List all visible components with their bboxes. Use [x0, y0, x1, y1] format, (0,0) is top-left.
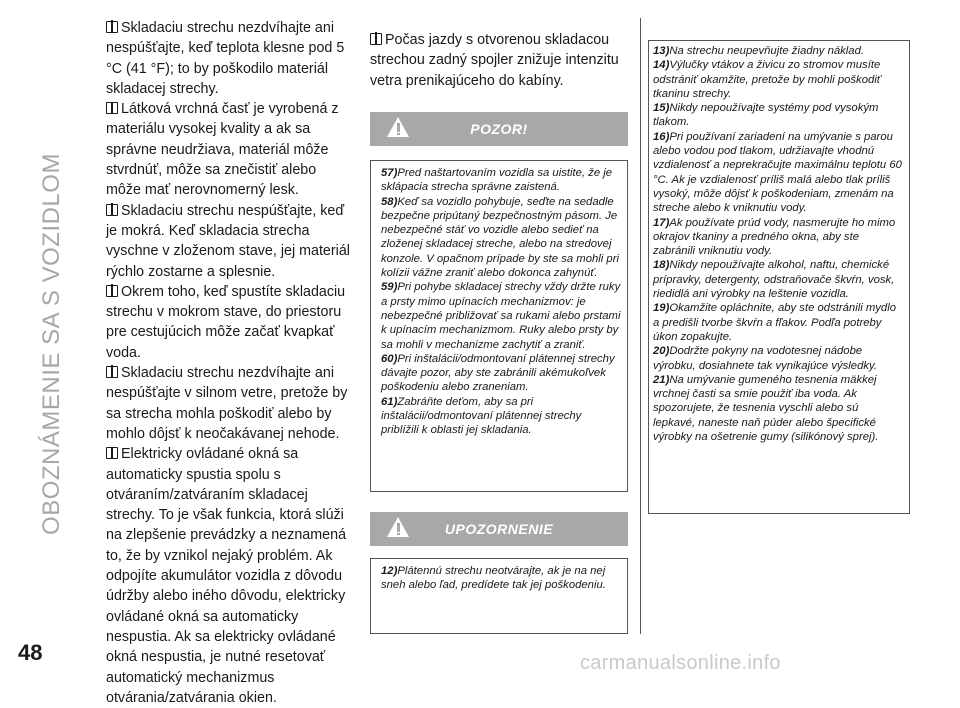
note-item: [653, 344, 903, 373]
note-text: Pri inštalácii/odmontovaní plátennej strechy dávajte pozor, aby ste zabránili akémukoľvek poškodeniu alebo zraneniam.: [381, 352, 615, 394]
side-section-title: OBOZNÁMENIE SA S VOZIDLOM: [38, 153, 65, 535]
note-item: [653, 58, 903, 101]
note-number: 59): [381, 281, 398, 294]
watermark: carmanualsonline.info: [580, 652, 781, 674]
note-number: 14): [653, 59, 670, 72]
note-number: 19): [653, 302, 670, 315]
paragraph: [106, 201, 354, 282]
note-text: Ak používate prúd vody, nasmerujte ho mimo okrajov tkaniny a predného okna, aby ste zabránili vniknutiu vody.: [653, 216, 896, 258]
column-divider: [640, 18, 641, 634]
note-text: Pred naštartovaním vozidla sa uistite, že je sklápacia strecha správne zaistená.: [381, 167, 613, 194]
note-number: 60): [381, 352, 398, 365]
note-number: 16): [653, 130, 670, 143]
column-1: [106, 18, 354, 708]
book-icon: [106, 366, 118, 378]
note-number: 15): [653, 102, 670, 115]
note-text: Na umývanie gumeného tesnenia mäkkej vrchnej časti sa smie použiť iba voda. Ak spozorujete, že tesnenia vyschli alebo sú lepkavé, naneste naň púder alebo špecifické výrobky na ošetrenie gumy (silikónový sprej).: [653, 373, 879, 444]
paragraph: [106, 363, 354, 444]
book-icon: [106, 285, 118, 297]
note-text: Nikdy nepoužívajte alkohol, naftu, chemické prípravky, detergenty, odstraňovače škvŕn, vosk, riedidlá ani výrobky na leštenie vozidla.: [653, 259, 895, 301]
note-number: 57): [381, 167, 398, 179]
paragraph-text: Počas jazdy s otvorenou skladacou strechou zadný spojler znižuje intenzitu vetra prenikajúceho do kabíny.: [370, 32, 619, 89]
note-item: [381, 395, 621, 438]
book-icon: [370, 33, 382, 45]
paragraph-text: Skladaciu strechu nespúšťajte, keď je mokrá. Keď skladacia strecha vyschne v zloženom stave, jej materiál rýchlo zostarne a splesnie.: [106, 202, 350, 280]
note-text: Nikdy nepoužívajte systémy pod vysokým tlakom.: [653, 102, 879, 129]
warning-title: POZOR!: [470, 121, 528, 137]
note-item: [381, 166, 621, 195]
book-icon: [106, 21, 118, 33]
note-number: 58): [381, 195, 398, 208]
paragraph-text: Elektricky ovládané okná sa automaticky spustia spolu s otváraním/zatváraním skladacej strechy. To je však funkcia, ktorá slúži na zlepšenie prevádzky a neznamená to, že by vznikol nejaký problém. Ak odpojíte akumulátor vozidla z dôvodu údržby alebo iného dôvodu, elektricky ovládané okná sa automaticky nespustia. Ak sa elektricky ovládané okná nespustia, je nutné resetovať automatický mechanizmus otvárania/zatvárania okien.: [106, 446, 347, 706]
column-2: [370, 30, 628, 91]
warning-title: UPOZORNENIE: [444, 521, 554, 537]
note-item: [653, 101, 903, 130]
note-item: [653, 44, 903, 58]
note-item: [381, 564, 621, 593]
note-text: Keď sa vozidlo pohybuje, seďte na sedadle bezpečne pripútaný bezpečnostným pásom. Je nebezpečné stáť vo vozidle alebo sedieť na zloženej skladacej streche, alebo na stredovej konzole. V opačnom prípade by ste sa mohli pri kolízii vážne zraniť alebo dokonca zahynúť.: [381, 195, 619, 280]
note-text: Okamžite opláchnite, aby ste odstránili mydlo a predišli tvorbe škvŕn a fľakov. Podľa potreby úkon zopakujte.: [653, 302, 896, 343]
note-item: [381, 352, 621, 395]
note-text: Zabráňte deťom, aby sa pri inštalácii/odmontovaní plátennej strechy priblížili k oblasti jej skladania.: [381, 395, 582, 437]
note-number: 13): [653, 45, 670, 57]
column-3-notes-box: [648, 40, 910, 514]
paragraph: [106, 99, 354, 200]
book-icon: [106, 102, 118, 114]
warning-header-pozor: [370, 112, 628, 146]
note-item: [381, 195, 621, 281]
note-item: [653, 216, 903, 259]
book-icon: [106, 447, 118, 459]
note-item: [653, 373, 903, 444]
page-number: 48: [18, 640, 43, 665]
note-text: Dodržte pokyny na vodotesnej nádobe výrobku, dosiahnete tak vynikajúce výsledky.: [653, 345, 877, 372]
note-number: 61): [381, 395, 398, 408]
paragraph-text: Skladaciu strechu nezdvíhajte ani nespúšťajte v silnom vetre, pretože by sa strecha mohla poškodiť alebo by mohlo dôjsť k neočakávanej nehode.: [106, 365, 348, 442]
paragraph: [106, 282, 354, 363]
warning-box-pozor: [370, 160, 628, 492]
note-number: 12): [381, 565, 398, 577]
note-text: Na strechu neupevňujte žiadny náklad.: [669, 45, 865, 57]
note-text: Plátennú strechu neotvárajte, ak je na nej sneh alebo ľad, predídete tak jej poškodeniu.: [381, 565, 606, 592]
note-text: Pri používaní zariadení na umývanie s parou alebo vodou pod tlakom, udržiavajte vhodnú vzdialenosť a neprekračujte maximálnu teplotu 60 °C. Ak je vzdialenosť príliš malá alebo tlak príliš vysoký, môže dôjsť k poškodeniam, zmenám na streche alebo k vniknutiu vody.: [653, 130, 902, 215]
warning-header-upozornenie: [370, 512, 628, 546]
note-item: [653, 258, 903, 301]
paragraph-text: Skladaciu strechu nezdvíhajte ani nespúšťajte, keď teplota klesne pod 5 °C (41 °F); to by poškodilo materiál skladacej strechy.: [106, 20, 345, 97]
note-text: Pri pohybe skladacej strechy vždy držte ruky a prsty mimo upínacích mechanizmov: je nebezpečné približovať sa rukami alebo prstami k upínacím mechanizmom. Ruky alebo prsty by sa mohli v mechanizme zachytiť a zraniť.: [381, 281, 621, 351]
paragraph: [106, 444, 354, 708]
book-icon: [106, 204, 118, 216]
paragraph: [106, 18, 354, 99]
note-item: [653, 130, 903, 216]
note-number: 17): [653, 216, 670, 229]
note-item: [381, 280, 621, 351]
note-item: [653, 301, 903, 344]
warning-box-upozornenie: [370, 558, 628, 634]
note-number: 20): [653, 345, 670, 358]
intro-paragraph: [370, 30, 628, 91]
paragraph-text: Okrem toho, keď spustíte skladaciu strechu v mokrom stave, do priestoru pre cestujúcich môže začať kvapkať voda.: [106, 283, 346, 361]
paragraph-text: Látková vrchná časť je vyrobená z materiálu vysokej kvality a ak sa správne neudržiava, materiál môže stvrdnúť, môže sa znečistiť alebo môže mať nerovnomerný lesk.: [106, 101, 339, 199]
note-number: 21): [653, 373, 670, 386]
note-number: 18): [653, 259, 670, 272]
note-text: Výlučky vtákov a živicu zo stromov musíte odstrániť okamžite, pretože by mohli poškodiť tkaninu strechy.: [653, 59, 881, 100]
